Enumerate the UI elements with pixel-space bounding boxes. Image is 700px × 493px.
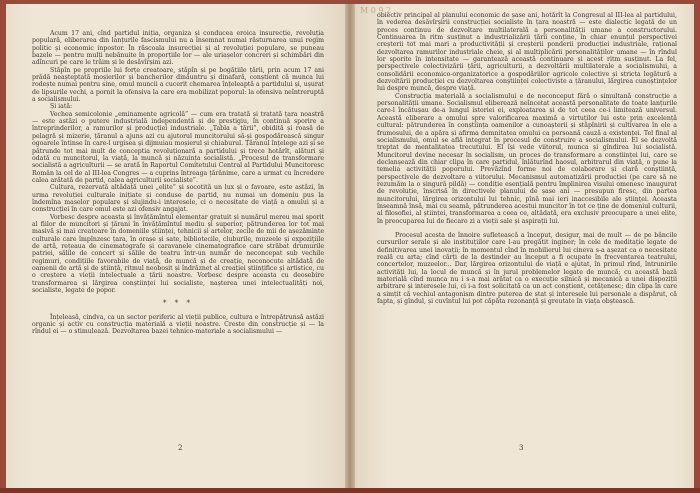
paragraph: Și iată: (50, 103, 73, 111)
right-page (355, 4, 694, 488)
right-page-text (377, 12, 677, 305)
library-stamp: M 0 9 2 (360, 6, 392, 15)
left-page-text (32, 30, 324, 336)
left-page (6, 4, 345, 488)
paragraph: Vorbesc despre aceasta și învățămîntul elementar gratuit și numărul mereu mai sporit al fiilor de muncitori și țărani în învățămîntul mediu și superior, pătrunderea lor tot mai masivă și mai creatoare în domeniile științei, tehnicii și artelor, zecile de mii de așezăminte culturale care împînzesc țara, în orașe și sate, bibliotecile, cluburile, muzeele și expozițiile de artă, rețeaua de cinematografe și caravanele cinematografice care străbat drumurile patriei, sălile de concert și sălile de teatru într-un număr de neconcepat sub vechile regimuri, condițiile favorabile de viață, de muncă și de creație, neconocute altădată de oamenii de artă și de știință, ritmul neobosit și îndrăznet al creației științifice și artistice, cu o creștere a vieții intelectuale a țării noastre. Vorbesc despre aceasta cu deosebire transformarea și lărgirea conștiinței lui socialiste, nașterea unei intelectualități noi, socialiste, legate de popor. (32, 213, 324, 295)
book-gutter (345, 4, 355, 488)
paragraph: Cultura, rezervată altădată unei „elite” și socotită un lux și o favoare, este astăzi, în urma revoluției culturale inițiate și conduse de partid, nu numai un domeniu pus la îndemîna maselor populare și slujindu-i interesele, ci o necesitate de viață a omului și a construcției în care omul este azi ofensiv angajat. (32, 184, 324, 214)
book-spread (6, 4, 694, 488)
paragraph: Vechea semicolonie „eminamente agricolă” — cum era tratată și tratată țara noastră — este astăzi o putere industrială independentă și de prestigiu, în continuă sporire a întreprinderilor, a ramurilor și producției industriale. „Tabla a țării”, obidită și roasă de pelagră și mizerie, țăranul a ajuns azi cu ajutorul muncitorului să-și gospodărească singur ogoarele întinse în care-l urgisea și dijmuiau moșierul și chiaburul. Țăranul înțelege azi și se pătrunde tot mai mult de conceptia revoluționară a partidului și trece hotărît, alături și odată cu muncitorul, la viață, la muncă și năzuința socialistă. „Procesul de transformare socialistă a agriculturii — se arată în Raportul Comitetului Central al Partidului Muncitoresc Român la cel de al III-lea Congres — a cuprins întreaga țărănime, care a urmat cu încredere calea arătată de partid, calea agriculturii socialiste”. (32, 110, 324, 184)
paragraph: Acum 17 ani, cînd partidul iniția, organiza și conducea eroica insurecție, revoluția populară, eliberarea din lanțurile fascismului nu a însemnat numai răsturnarea unui regim politic și economic inpostor. În răscoala insurecției și al revoluției populare, se puneau bazele — pentru mulți nebănuite în proporțiile lor — ale uriașelor concreri și schimbări din adîncuri pe care le trăim și le desăvîrșim azi. (32, 30, 324, 67)
paragraph: Procesul acesta de înnoire sufletească a început, desigur, mai de mult — de pe băncile cursurilor serale și ale instituțiilor care l-au pregătit inginer; în cele de meditație legate de definitivarea unei inovații; în momentul cînd în mobilierul lui cineva s-a așezat ca o necesitate reală cu arta; cînd cărți de la destinder au început a fi ocupate în frecventarea teatrului, concertelor, muzeelor... Dar, lărgirea orizontului de viață e ajutat, în primul rînd, întrunirile activități lui, la locul de muncă și în jurul problemelor legate de muncă; cu această bază materială cînd munca nu i s-a mai arătat ca o execuție silnică și mecanică a unei dispoziții arbitrare și interesele lui, ci i-a fost solicitată ca un act conștient, cetățenesc; din clipa în care a simțit că vechiul antagonism dintre puterea de stat și interesele lui personale a dispărut, că fapta, și gîndul, și cuvîntul lui pot căpăta rezonanță și greutate în viața obștească. (377, 231, 677, 306)
paragraph: Înțeleasă, cindva, ca un sector periferic al vieții publice, cultura e întrepătrunsă astăzi organic și activ cu construcția materială a vieții noastre. Creste din construcție și — la rîndul ei — o stimulează. Dezvoltarea bazei tehnico-materiale a socialismului — (32, 313, 324, 336)
paragraph: Construcția materială a socialismului e de neconceput fără o simultană construcție a personalității umane. Socialismul eliberează neîncetat această personalitate de toate lanțurile care-l încătușau de-a lungul istoriei ei, exploatarea și de tot ceea ce-i limitează universul. Această eliberare a omului spre valorificarea maximă a virtuților lui este prin excelență cultural: pătrunderea în conștiința oamenilor a cunoașterii și stăpînirii și cultivarea în ele a frumosului, de a apăra și afirma demnitatea omului ca persoană cauză a existenței. Tel final al socialismului, omul se află integrat în procesul de construire a socialismului. El se dezvoltă treptat de mentalitatea trecutului. El își vede viitorul, munca și gîndirea lui socialistă. Muncitorul devine necesar în socialism, un proces de transformare a conștiinței lui, care se declanșează din chiar clipa în care partidul, înlăturînd haosul, arbitrarul din viață, o pune la temelia activității poporului. Prevăzînd forme noi de colaborare și clară conștiință, perspectivele de dezvoltare a viitorului. Mecanismul automatizării producției (pe care să ne rezumăm la o singură pildă) — condiție esențială pentru împlinirea visului omenesc inaugurat de revoluție, înscrisă în directivele planului de șase ani — presupun firesc, din partea muncitorului, lărgirea orizontului lui tehnic, pînă mai ieri inaccesibile ale științei. Aceasta înseamnă însă, mai cu seamă, pătrunderea acestui muncitor în tot ce ține de domeniul culturii, al filosofiei, al științei, transformarea a ceea ce, altădată, era exclusiv preocupare a unei elite, în preocuparea lui de fiecare zi a vieții sale și aspirații lui. (377, 92, 677, 225)
book-cover-edge (0, 488, 700, 493)
page-number: 3 (519, 444, 524, 452)
section-separator: * * * (163, 299, 193, 308)
page-number: 2 (178, 444, 183, 452)
paragraph: Stăpîn pe propriile lui forțe creatoare, stăpîn și pe bogățiile țării, prin acum 17 ani prădă neașteptată moșierilor și bancherilor dinăuntru și dinafară, conștient că munca lui rodește numai pentru sine, omul muncii a cucerit chemarea înțeleaptă a partidului și, ușurat de lipsurile vechi, a pornit la ofensiva la care era mobilizat poporul: la ofensiva neîntreruptă a socialismului. (32, 66, 324, 104)
paragraph: obiectiv principal al planului economic de șase ani, hotărît la Congresul al III-lea al partidului, în vederea desăvîrșirii construcției socialiste în țara noastră — este dialectic legată de un proces continuu de dezvoltare multilaterală a personalității umane a constructorului. Continuarea în ritm susținut a industrializării țării conține, în chiar enunțul perspectivei creșterii tot mai mari a productivității și creșterii ponderii producției industriale, rațional dezvoltarea ramurilor industriale cheie, și al multiplicării personalităților umane — în rîndul lor sporite în intensitate — garantează această continuare și acest ritm susținut. La fel, perspectivele colectivizării țării, agriculturii, a dezvoltării multilaterale a socialismului, a consolidării economico-organizatorice a gospodăriilor agricole colective și stricta legătură a dezvoltării producției cu dezvoltarea conștiinței colectiviste a țăranului, lărgirea cunoștințelor lui despre muncă, despre viață. (377, 12, 677, 93)
